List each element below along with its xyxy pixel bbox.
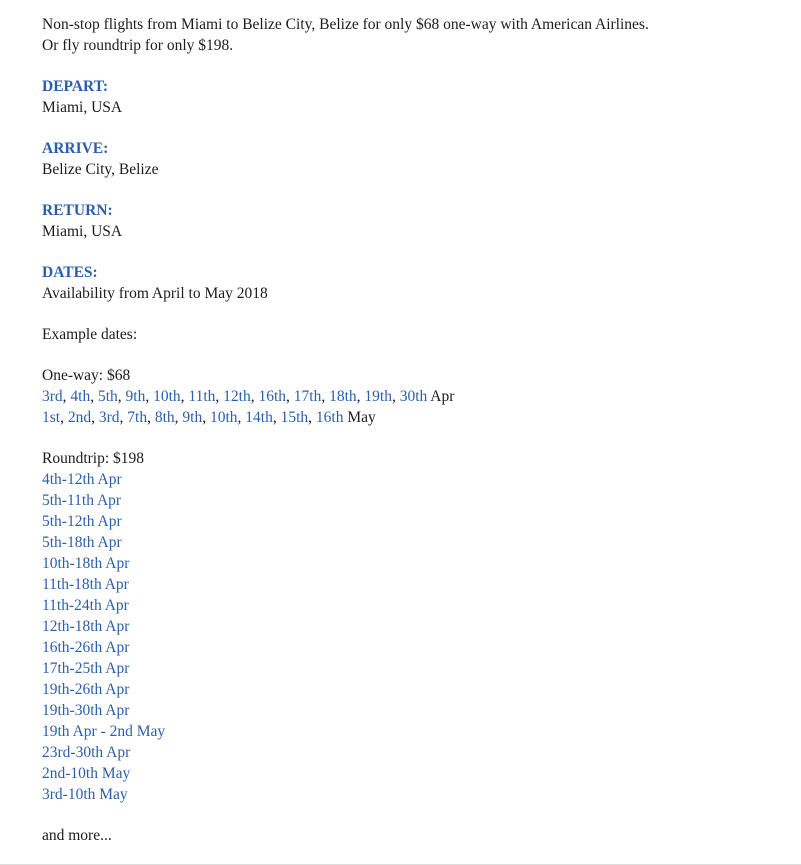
intro-line-2: Or fly roundtrip for only $198. xyxy=(42,37,234,54)
oneway-date-link[interactable]: 19th xyxy=(364,388,392,405)
oneway-date-link[interactable]: 16th xyxy=(258,388,287,405)
roundtrip-date-item xyxy=(42,553,762,574)
date-separator: , xyxy=(250,388,259,405)
depart-section xyxy=(42,76,762,118)
roundtrip-date-link[interactable]: 2nd-10th May xyxy=(42,765,131,782)
date-separator: , xyxy=(356,388,365,405)
roundtrip-date-link[interactable]: 4th-12th Apr xyxy=(42,471,122,488)
roundtrip-date-link[interactable]: 5th-12th Apr xyxy=(42,513,122,530)
intro-line-1: Non-stop flights from Miami to Belize City, Belize for only $68 one-way with American Airlines. xyxy=(42,16,649,33)
arrive-value: Belize City, Belize xyxy=(42,161,159,178)
oneway-date-link[interactable]: 3rd xyxy=(42,388,63,405)
oneway-date-link[interactable]: 2nd xyxy=(67,409,92,426)
roundtrip-date-item xyxy=(42,532,762,553)
roundtrip-date-link[interactable]: 11th-24th Apr xyxy=(42,597,129,614)
date-separator: , xyxy=(174,409,183,426)
oneway-date-link[interactable]: 15th xyxy=(280,409,309,426)
roundtrip-date-link[interactable]: 23rd-30th Apr xyxy=(42,744,131,761)
roundtrip-date-item xyxy=(42,469,762,490)
oneway-date-link[interactable]: 17th xyxy=(293,388,322,405)
oneway-date-link[interactable]: 7th xyxy=(127,409,148,426)
arrive-heading: ARRIVE: xyxy=(42,140,109,157)
dates-heading: DATES: xyxy=(42,264,98,281)
roundtrip-date-item xyxy=(42,490,762,511)
roundtrip-date-item xyxy=(42,511,762,532)
oneway-month-label: May xyxy=(343,409,376,426)
roundtrip-date-link[interactable]: 5th-18th Apr xyxy=(42,534,122,551)
roundtrip-date-item xyxy=(42,616,762,637)
roundtrip-date-link[interactable]: 17th-25th Apr xyxy=(42,660,130,677)
oneway-date-link[interactable]: 9th xyxy=(125,388,146,405)
date-separator: , xyxy=(147,409,155,426)
article-content xyxy=(42,0,762,846)
date-separator: , xyxy=(145,388,154,405)
date-separator: , xyxy=(237,409,246,426)
oneway-price-label: One-way: $68 xyxy=(42,367,131,384)
roundtrip-date-item xyxy=(42,742,762,763)
date-separator: , xyxy=(321,388,330,405)
depart-heading: DEPART: xyxy=(42,78,109,95)
oneway-date-link[interactable]: 4th xyxy=(70,388,91,405)
return-section xyxy=(42,200,762,242)
oneway-date-link[interactable]: 11th xyxy=(188,388,216,405)
roundtrip-date-link[interactable]: 19th-26th Apr xyxy=(42,681,130,698)
date-separator: , xyxy=(215,388,224,405)
date-separator: , xyxy=(308,409,316,426)
roundtrip-date-list xyxy=(42,469,762,805)
oneway-date-link[interactable]: 30th xyxy=(399,388,428,405)
date-separator: , xyxy=(272,409,281,426)
oneway-date-link[interactable]: 5th xyxy=(97,388,118,405)
date-separator: , xyxy=(60,409,68,426)
oneway-date-link[interactable]: 12th xyxy=(223,388,251,405)
roundtrip-date-link[interactable]: 19th Apr - 2nd May xyxy=(42,723,166,740)
roundtrip-price-label: Roundtrip: $198 xyxy=(42,450,145,467)
oneway-month-label: Apr xyxy=(427,388,455,405)
oneway-date-link[interactable]: 14th xyxy=(245,409,273,426)
oneway-dates-row-may xyxy=(42,407,762,428)
roundtrip-date-link[interactable]: 5th-11th Apr xyxy=(42,492,122,509)
date-separator: , xyxy=(117,388,126,405)
example-dates-label: Example dates: xyxy=(42,326,138,343)
roundtrip-date-item xyxy=(42,700,762,721)
roundtrip-block xyxy=(42,448,762,805)
oneway-date-link[interactable]: 3rd xyxy=(98,409,120,426)
date-separator: , xyxy=(62,388,71,405)
oneway-block xyxy=(42,365,762,428)
date-separator: , xyxy=(286,388,294,405)
roundtrip-date-item xyxy=(42,784,762,805)
roundtrip-date-link[interactable]: 11th-18th Apr xyxy=(42,576,129,593)
oneway-date-link[interactable]: 10th xyxy=(153,388,181,405)
oneway-date-link[interactable]: 8th xyxy=(154,409,175,426)
roundtrip-date-item xyxy=(42,595,762,616)
roundtrip-date-item xyxy=(42,574,762,595)
roundtrip-date-item xyxy=(42,658,762,679)
roundtrip-date-link[interactable]: 3rd-10th May xyxy=(42,786,128,803)
date-separator: , xyxy=(91,409,99,426)
date-separator: , xyxy=(202,409,210,426)
and-more-text: and more... xyxy=(42,827,112,844)
dates-value: Availability from April to May 2018 xyxy=(42,285,268,302)
return-value: Miami, USA xyxy=(42,223,123,240)
roundtrip-date-link[interactable]: 12th-18th Apr xyxy=(42,618,130,635)
example-dates-label-wrap xyxy=(42,324,762,345)
page-left-edge xyxy=(0,0,1,865)
return-heading: RETURN: xyxy=(42,202,113,219)
arrive-section xyxy=(42,138,762,180)
roundtrip-date-link[interactable]: 19th-30th Apr xyxy=(42,702,130,719)
depart-value: Miami, USA xyxy=(42,99,123,116)
oneway-date-link[interactable]: 9th xyxy=(182,409,203,426)
roundtrip-date-item xyxy=(42,763,762,784)
oneway-date-link[interactable]: 1st xyxy=(42,409,61,426)
date-separator: , xyxy=(391,388,400,405)
date-separator: , xyxy=(180,388,189,405)
date-separator: , xyxy=(90,388,98,405)
roundtrip-date-item xyxy=(42,721,762,742)
roundtrip-date-link[interactable]: 10th-18th Apr xyxy=(42,555,130,572)
roundtrip-date-item xyxy=(42,679,762,700)
date-separator: , xyxy=(119,409,128,426)
oneway-dates-row-april xyxy=(42,386,762,407)
oneway-date-link[interactable]: 16th xyxy=(315,409,344,426)
roundtrip-date-link[interactable]: 16th-26th Apr xyxy=(42,639,130,656)
oneway-date-link[interactable]: 10th xyxy=(209,409,238,426)
dates-section xyxy=(42,262,762,304)
oneway-date-link[interactable]: 18th xyxy=(329,388,357,405)
roundtrip-date-item xyxy=(42,637,762,658)
